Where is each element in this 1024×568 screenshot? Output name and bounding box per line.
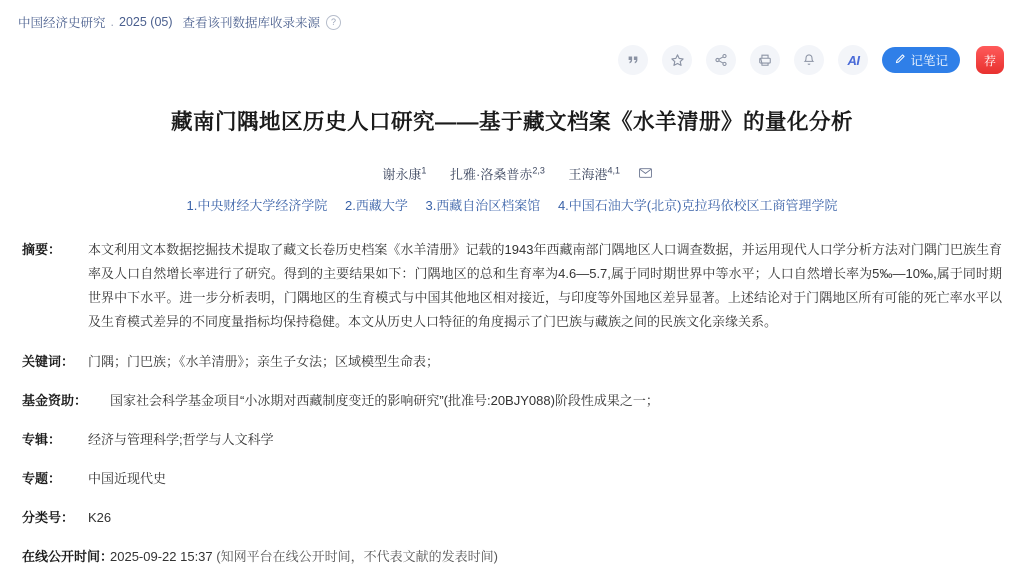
breadcrumb-separator: .: [110, 15, 114, 29]
author-item[interactable]: [568, 167, 620, 182]
help-icon[interactable]: ?: [326, 15, 341, 30]
topic-text: 中国近现代史: [88, 471, 167, 486]
abstract-text: 本文利用文本数据挖掘技术提取了藏文长卷历史档案《水羊清册》记载的1943年西藏南部门隅地区人口调查数据，并运用现代人口学分析方法对门隅门巴族生育率及人口自然增长率进行了研究。得到的主要结果如下：门隅地区的总和生育率为4.6—5.7,属于同时期世界中等水平；人口自然增长率为5‰—10‰,属于同时期世界中下水平。进一步分析表明，门隅地区的生育模式与中国其他地区相对接近，与印度等外国地区差异显著。上述结论对于门隅地区所有可能的死亡率水平以及生育模式差异的不同度量指标均保持稳健。本文从历史人口特征的角度揭示了门巴族与藏族之间的民族文化亲缘关系。: [88, 242, 1002, 329]
fund-label: 基金资助：: [22, 393, 88, 408]
category-label: 分类号：: [22, 510, 75, 525]
issue-label[interactable]: 2025 (05): [119, 15, 173, 29]
take-note-label: 记笔记: [910, 54, 948, 68]
affiliation-item[interactable]: 3.西藏自治区档案馆: [425, 198, 541, 213]
keywords-label: 关键词：: [22, 354, 75, 369]
email-icon[interactable]: [639, 168, 652, 181]
breadcrumb: [0, 0, 1024, 33]
pubtime-value: 2025-09-22 15:37: [110, 549, 213, 564]
take-note-button[interactable]: [882, 47, 960, 73]
abstract-label: 摘要：: [22, 242, 62, 257]
affiliation-item[interactable]: 2.西藏大学: [345, 198, 408, 213]
print-icon[interactable]: [750, 45, 780, 75]
author-affil-ref: 2,3: [532, 165, 545, 176]
affiliation-item[interactable]: 1.中央财经大学经济学院: [186, 198, 328, 213]
action-toolbar: [0, 43, 1024, 77]
pubtime-row: [22, 545, 1002, 568]
author-name: 谢永康: [382, 167, 422, 182]
author-list: [0, 164, 1024, 183]
pencil-icon: [894, 53, 906, 68]
fund-text: 国家社会科学基金项目“小冰期对西藏制度变迁的影响研究”(批准号:20BJY088)阶段性成果之一；: [110, 393, 659, 408]
quote-icon[interactable]: [618, 45, 648, 75]
pubtime-label: 在线公开时间：: [22, 549, 114, 564]
fund-row: [22, 389, 1002, 412]
database-source-link[interactable]: 查看该刊数据库收录来源: [182, 16, 321, 30]
category-text: K26: [88, 510, 112, 525]
metadata-fields: [22, 238, 1002, 568]
affiliation-item[interactable]: 4.中国石油大学(北京)克拉玛依校区工商管理学院: [557, 198, 838, 213]
affiliation-list: [0, 195, 1024, 214]
author-item[interactable]: [382, 167, 426, 182]
special-text: 经济与管理科学;哲学与人文科学: [88, 432, 274, 447]
author-affil-ref: 1: [421, 165, 427, 176]
keywords-row: [22, 350, 1002, 373]
pubtime-note: (知网平台在线公开时间，不代表文献的发表时间): [216, 549, 498, 564]
star-icon[interactable]: [662, 45, 692, 75]
author-name: 王海港: [568, 167, 608, 182]
recommend-button[interactable]: 荐: [976, 46, 1004, 74]
page-title: 藏南门隅地区历史人口研究——基于藏文档案《水羊清册》的量化分析: [170, 110, 853, 134]
special-label: 专辑：: [22, 432, 62, 447]
keywords-text[interactable]: 门隅；门巴族；《水羊清册》；亲生子女法；区域模型生命表；: [88, 354, 440, 369]
journal-name-link[interactable]: 中国经济史研究: [18, 16, 106, 30]
author-item[interactable]: [450, 167, 545, 182]
topic-row: [22, 467, 1002, 490]
special-row: [22, 428, 1002, 451]
ai-icon[interactable]: AI: [838, 45, 868, 75]
abstract-row: [22, 238, 1002, 334]
topic-label: 专题：: [22, 471, 62, 486]
share-icon[interactable]: [706, 45, 736, 75]
author-name: 扎雅·洛桑普赤: [450, 167, 533, 182]
category-row: [22, 506, 1002, 529]
author-affil-ref: 4,1: [607, 165, 621, 176]
bell-icon[interactable]: [794, 45, 824, 75]
